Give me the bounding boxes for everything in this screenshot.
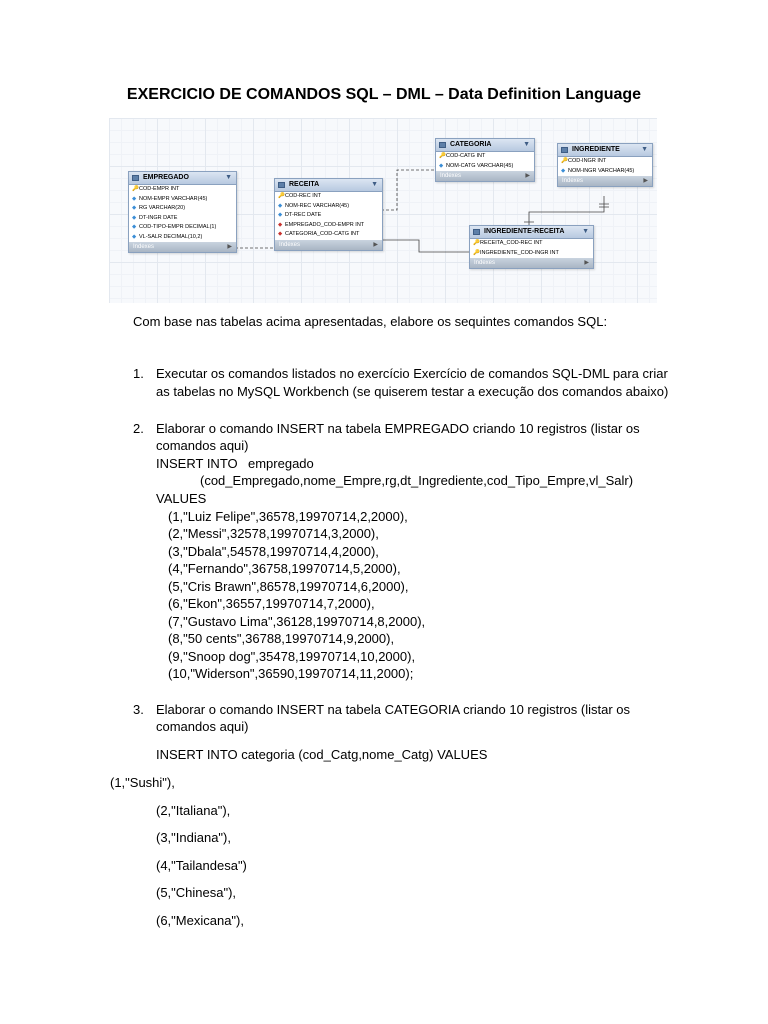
sql-table-name: empregado [248,456,314,471]
field-icon: ◆ [132,233,137,240]
chevron-down-icon[interactable]: ▼ [582,228,589,235]
sql-value-row: (10,"Widerson",36590,19970714,11,2000); [168,666,414,681]
intro-text: Com base nas tabelas acima apresentadas, elabore os sequintes comandos SQL: [133,314,608,329]
key-icon: 🔑 [278,193,285,199]
field-icon: ◆ [278,212,283,218]
sql-value-row: (2,"Messi",32578,19970714,3,2000), [168,526,379,541]
chevron-right-icon: ▶ [525,173,530,179]
column-row [129,233,236,243]
item-text: Elaborar o comando INSERT na tabela CATEGORIA criando 10 registros (listar os [156,702,630,717]
column-row [275,192,382,202]
key-icon: 🔑 [439,153,446,159]
sql-value-row: (8,"50 cents",36788,19970714,9,2000), [168,631,395,646]
table-header [129,172,236,185]
sql-value-row: (5,"Chinesa"), [156,885,237,900]
sql-columns: (cod_Empregado,nome_Empre,rg,dt_Ingrediente,cod_Tipo_Empre,vl_Salr) [200,473,634,488]
column-row [275,230,382,240]
sql-value-row: (7,"Gustavo Lima",36128,19970714,8,2000), [168,614,426,629]
chevron-down-icon[interactable]: ▼ [225,174,232,181]
table-header [558,144,652,157]
field-icon: ◆ [561,167,566,174]
column-label: NOM-REC VARCHAR(45) [285,202,350,209]
sql-value-row: (2,"Italiana"), [156,803,231,818]
column-row [275,211,382,221]
column-row [558,167,652,177]
field-icon: ◆ [439,162,444,169]
chevron-right-icon: ▶ [373,241,378,248]
column-label: RECEITA_COD-REC INT [480,240,543,246]
column-row [275,202,382,212]
table-icon [132,175,139,181]
column-row [436,152,534,162]
sql-value-row: (9,"Snoop dog",35478,19970714,10,2000), [168,649,416,664]
item-number: 3. [133,702,144,717]
field-icon: ◆ [132,195,137,202]
indexes-bar[interactable] [470,258,593,268]
column-row [470,239,593,249]
column-label: VL-SALR DECIMAL(10,2) [139,233,203,240]
chevron-right-icon: ▶ [643,178,648,184]
field-icon: ◆ [132,224,137,230]
sql-keyword: INSERT INTO [156,456,238,471]
sql-value-row: (4,"Fernando",36758,19970714,5,2000), [168,561,401,576]
table-icon [473,229,480,235]
sql-keyword: VALUES [156,491,207,506]
column-row [129,204,236,214]
table-empregado[interactable] [128,171,237,253]
indexes-bar[interactable] [436,171,534,181]
indexes-bar[interactable] [275,240,382,250]
item-number: 1. [133,366,144,381]
sql-value-row: (1,"Sushi"), [110,775,175,790]
column-row [275,221,382,231]
item-text: comandos aqui) [156,719,249,734]
column-label: EMPREGADO_COD-EMPR INT [285,221,365,228]
item-text: Executar os comandos listados no exercício Exercício de comandos SQL-DML para criar [156,366,668,381]
key-icon: 🔑 [561,158,568,164]
column-label: COD-CATG INT [446,153,486,159]
item-text: comandos aqui) [156,438,249,453]
chevron-right-icon: ▶ [227,244,232,250]
field-icon: ◆ [132,205,137,211]
foreign-key-icon: ◆ [278,231,283,237]
column-label: NOM-CATG VARCHAR(45) [446,162,514,169]
column-row [129,185,236,195]
column-label: INGREDIENTE_COD-INGR INT [480,249,559,256]
column-label: COD-EMPR INT [139,186,180,192]
table-ingrediente[interactable] [557,143,653,187]
table-categoria[interactable] [435,138,535,182]
column-label: NOM-INGR VARCHAR(45) [568,167,635,174]
table-header [436,139,534,152]
indexes-label: Indexes [133,244,155,250]
column-row [436,162,534,172]
column-row [558,157,652,167]
sql-value-row: (3,"Indiana"), [156,830,231,845]
indexes-label: Indexes [474,260,496,266]
column-label: NOM-EMPR VARCHAR(45) [139,195,208,202]
table-header [470,226,593,239]
table-name: EMPREGADO [143,174,189,181]
sql-value-row: (6,"Mexicana"), [156,913,244,928]
column-label: DT-REC DATE [285,212,322,218]
foreign-key-icon: ◆ [278,221,283,228]
key-icon: 🔑 [473,249,480,256]
column-row [470,249,593,259]
indexes-label: Indexes [279,241,301,248]
item-text: as tabelas no MySQL Workbench (se quiserem testar a execução dos comandos abaixo) [156,384,669,399]
column-row [129,214,236,224]
column-label: COD-REC INT [285,193,322,199]
item-text: Elaborar o comando INSERT na tabela EMPREGADO criando 10 registros (listar os [156,421,640,436]
column-label: DT-INGR DATE [139,214,178,221]
column-label: RG VARCHAR(20) [139,205,186,211]
table-icon [561,147,568,153]
indexes-bar[interactable] [558,176,652,186]
table-ingrediente-receita[interactable] [469,225,594,269]
table-name: RECEITA [289,181,320,188]
table-name: INGREDIENTE-RECEITA [484,228,565,235]
table-name: CATEGORIA [450,141,492,148]
sql-value-row: (3,"Dbala",54578,19970714,4,2000), [168,544,379,559]
indexes-label: Indexes [440,173,462,179]
column-label: COD-TIPO-EMPR DECIMAL(1) [139,224,217,230]
sql-value-row: (6,"Ekon",36557,19970714,7,2000), [168,596,375,611]
sql-statement: INSERT INTO categoria (cod_Catg,nome_Catg) VALUES [156,747,488,762]
sql-value-row: (1,"Luiz Felipe",36578,19970714,2,2000), [168,509,408,524]
table-header [275,179,382,192]
table-receita[interactable] [274,178,383,251]
sql-value-row: (5,"Cris Brawn",86578,19970714,6,2000), [168,579,409,594]
key-icon: 🔑 [132,186,139,192]
table-name: INGREDIENTE [572,146,620,153]
column-label: COD-INGR INT [568,158,607,164]
column-label: CATEGORIA_COD-CATG INT [285,231,360,237]
sql-value-row: (4,"Tailandesa") [156,858,247,873]
chevron-right-icon: ▶ [584,260,589,266]
table-icon [439,142,446,148]
column-row [129,223,236,233]
field-icon: ◆ [278,202,283,209]
indexes-bar[interactable] [129,242,236,252]
table-icon [278,182,285,188]
key-icon: 🔑 [473,240,480,246]
chevron-down-icon[interactable]: ▼ [523,141,530,148]
document-title: EXERCICIO DE COMANDOS SQL – DML – Data Definition Language [126,86,642,103]
chevron-down-icon[interactable]: ▼ [641,146,648,153]
chevron-down-icon[interactable]: ▼ [371,181,378,188]
er-diagram [109,118,657,303]
column-row [129,195,236,205]
indexes-label: Indexes [562,178,584,184]
item-number: 2. [133,421,144,436]
field-icon: ◆ [132,214,137,221]
